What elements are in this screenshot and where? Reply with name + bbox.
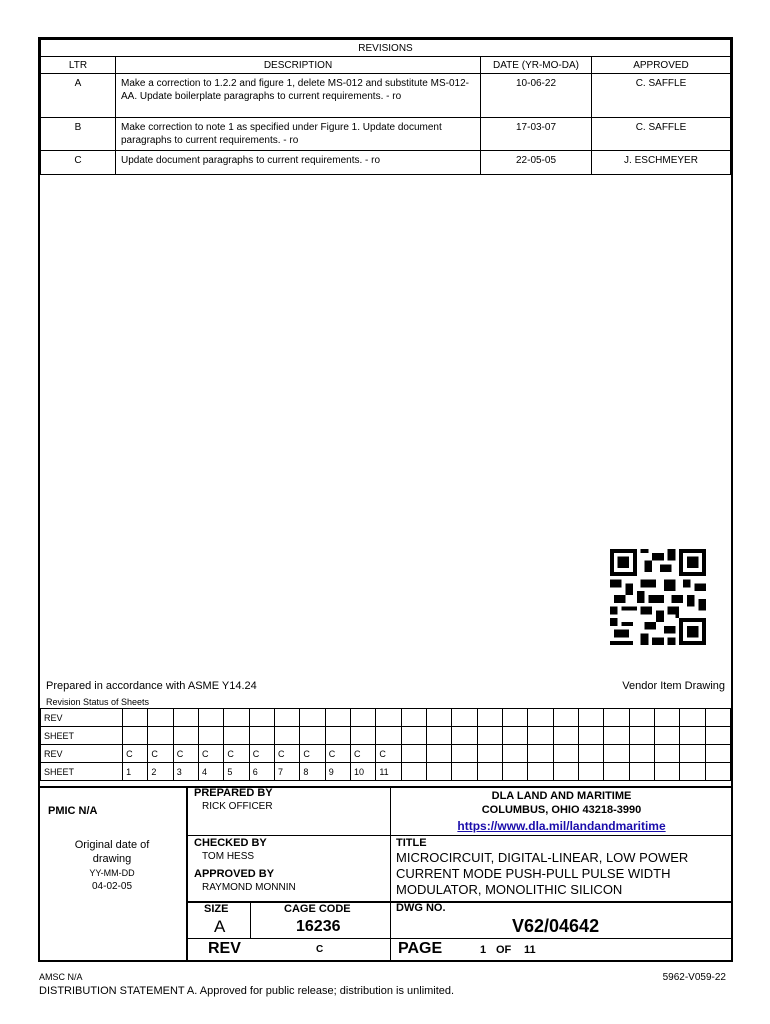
pmic: PMIC N/A: [48, 805, 98, 817]
rev-cell: C: [148, 745, 173, 763]
revision-row: [41, 74, 731, 118]
sheet-label: SHEET: [41, 727, 123, 745]
drawing-type: Vendor Item Drawing: [622, 680, 725, 692]
of-label: OF: [496, 944, 512, 956]
approved-header: APPROVED: [592, 57, 731, 74]
sheet-cell: 6: [249, 763, 274, 781]
page-label: PAGE: [398, 940, 443, 957]
revision-date: 10-06-22: [481, 74, 592, 118]
agency-address: COLUMBUS, OHIO 43218-3990: [481, 804, 642, 816]
prepared-by-label: PREPARED BY: [194, 787, 273, 799]
original-date: 04-02-05: [91, 881, 133, 892]
description-header: DESCRIPTION: [116, 57, 481, 74]
title-block-top-border: [40, 786, 731, 788]
revision-status-label: Revision Status of Sheets: [46, 697, 150, 707]
agency-name: DLA LAND AND MARITIME: [491, 790, 632, 802]
original-date-label: Original date of drawing: [74, 839, 150, 865]
revision-approved: J. ESCHMEYER: [592, 151, 731, 175]
drawing-frame: [38, 37, 733, 962]
rev-cell: C: [173, 745, 198, 763]
sheet-cell: 9: [325, 763, 350, 781]
total-pages: 11: [524, 944, 536, 956]
title-block-divider: [250, 901, 251, 938]
checked-by-label: CHECKED BY: [194, 837, 267, 849]
page-number: 1: [480, 944, 487, 956]
size-label: SIZE: [204, 903, 229, 915]
revision-description: Make a correction to 1.2.2 and figure 1, delete MS-012 and substitute MS-012-AA. Update boilerplate paragraphs to current requirements. - ro: [116, 74, 481, 118]
revision-approved: C. SAFFLE: [592, 118, 731, 151]
sheet-cell: 2: [148, 763, 173, 781]
title-block-divider: [186, 786, 188, 960]
rev-cell: C: [199, 745, 224, 763]
amsc: AMSC N/A: [39, 972, 83, 982]
rev-label: REV: [41, 745, 123, 763]
title-block-divider: [390, 786, 391, 960]
revision-ltr: B: [41, 118, 116, 151]
size-value: A: [214, 917, 226, 936]
revision-row: [41, 151, 731, 175]
standard-note: Prepared in accordance with ASME Y14.24: [46, 680, 257, 692]
drawing-number: V62/04642: [512, 916, 600, 936]
sheet-cell: 5: [224, 763, 249, 781]
rev-row: [41, 745, 731, 763]
rev-cell: C: [123, 745, 148, 763]
revision-description: Update document paragraphs to current requirements. - ro: [116, 151, 481, 175]
rev-label: REV: [41, 709, 123, 727]
approved-by-label: APPROVED BY: [194, 868, 275, 880]
sheet-cell: 11: [376, 763, 401, 781]
rev-cell: C: [325, 745, 350, 763]
revision-date: 22-05-05: [481, 151, 592, 175]
cage-code-label: CAGE CODE: [284, 903, 351, 915]
sheet-cell: 1: [123, 763, 148, 781]
dwg-no-label: DWG NO.: [396, 902, 446, 914]
rev-cell: C: [275, 745, 300, 763]
revisions-title: REVISIONS: [41, 40, 731, 57]
rev-cell: C: [300, 745, 325, 763]
date-header: DATE (YR-MO-DA): [481, 57, 592, 74]
sheet-cell: 8: [300, 763, 325, 781]
sheet-label: SHEET: [41, 763, 123, 781]
rev-cell: C: [376, 745, 401, 763]
date-format: YY-MM-DD: [89, 868, 135, 878]
revision-description: Make correction to note 1 as specified under Figure 1. Update document paragraphs to current requirements. - ro: [116, 118, 481, 151]
checked-by: TOM HESS: [202, 851, 255, 862]
revision-status-grid: [40, 708, 731, 781]
title-block-divider: [186, 835, 390, 836]
agency-url-link[interactable]: https://www.dla.mil/landandmaritime: [457, 819, 666, 833]
sheet-cell: 4: [199, 763, 224, 781]
revision-approved: C. SAFFLE: [592, 74, 731, 118]
sheet-cell: 3: [173, 763, 198, 781]
drawing-title: MICROCIRCUIT, DIGITAL-LINEAR, LOW POWER CURRENT MODE PUSH-PULL PULSE WIDTH MODULATOR, MONOLITHIC SILICON: [396, 850, 689, 897]
sheet-row: [41, 763, 731, 781]
ltr-header: LTR: [41, 57, 116, 74]
title-block-divider: [390, 835, 731, 836]
title-label: TITLE: [396, 837, 427, 849]
prepared-by: RICK OFFICER: [202, 801, 273, 812]
title-block-divider: [186, 901, 731, 903]
cage-code: 16236: [296, 918, 341, 935]
sheet-cell: 10: [351, 763, 376, 781]
revisions-table: [40, 39, 731, 175]
document-number: 5962-V059-22: [662, 972, 726, 983]
title-block-divider: [186, 938, 731, 939]
revision-row: [41, 118, 731, 151]
revision-date: 17-03-07: [481, 118, 592, 151]
revision-ltr: A: [41, 74, 116, 118]
qr-code-image: [610, 549, 706, 645]
blank-sheet-row: [41, 727, 731, 745]
blank-rev-row: [41, 709, 731, 727]
revision-ltr: C: [41, 151, 116, 175]
rev-cell: C: [249, 745, 274, 763]
sheet-cell: 7: [275, 763, 300, 781]
rev-cell: C: [351, 745, 376, 763]
rev-label: REV: [208, 940, 241, 957]
distribution-statement: DISTRIBUTION STATEMENT A. Approved for public release; distribution is unlimited.: [39, 985, 455, 997]
rev-cell: C: [224, 745, 249, 763]
approved-by: RAYMOND MONNIN: [202, 882, 296, 893]
rev-value: C: [316, 944, 324, 955]
